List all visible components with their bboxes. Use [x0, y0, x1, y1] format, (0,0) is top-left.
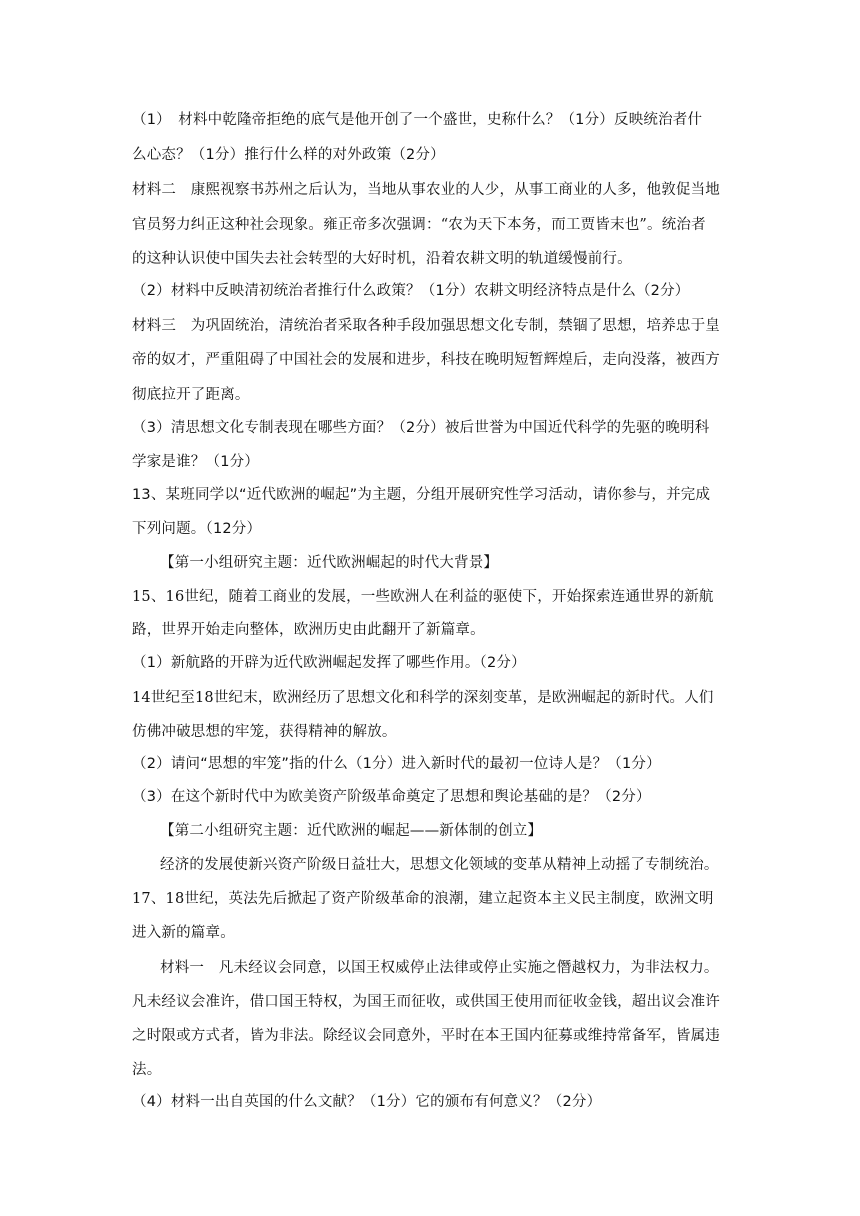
material-2-line-2: 官员努力纠正这种社会现象。雍正帝多次强调：“农为天下本务，而工贾皆末也”。统治者 — [132, 217, 706, 233]
question-13-line-2: 下列问题。（12分） — [132, 521, 262, 537]
question-1-line-2: 么心态？（1分）推行什么样的对外政策（2分） — [132, 147, 445, 163]
group-2-question-4: （4）材料一出自英国的什么文献？（1分）它的颁布有何意义？（2分） — [132, 1094, 602, 1110]
material-3-line-3: 彻底拉开了距离。 — [132, 387, 250, 403]
group-1-question-3: （3）在这个新时代中为欧美资产阶级革命奠定了思想和舆论基础的是？（2分） — [132, 789, 651, 805]
material-3-line-2: 帝的奴才，严重阻碍了中国社会的发展和进步，科技在晚明短暂辉煌后，走向没落，被西方 — [132, 352, 720, 368]
group-2-material-1-line-1: 材料一 凡未经议会同意，以国王权威停止法律或停止实施之僭越权力，为非法权力。 — [160, 960, 719, 976]
group-1-text-line-4: 仿佛冲破思想的牢笼，获得精神的解放。 — [132, 724, 397, 740]
group-1-text-line-1: 15、16世纪，随着工商业的发展，一些欧洲人在利益的驱使下，开始探索连通世界的新航 — [132, 589, 714, 605]
material-2-line-3: 的这种认识使中国失去社会转型的大好时机，沿着农耕文明的轨道缓慢前行。 — [132, 251, 632, 267]
group-1-question-2: （2）请问“思想的牢笼”指的什么（1分）进入新时代的最初一位诗人是？（1分） — [132, 756, 661, 772]
material-3-line-1: 材料三 为巩固统治，清统治者采取各种手段加强思想文化专制，禁锢了思想，培养忠于皇 — [132, 318, 720, 334]
group-2-heading: 【第二小组研究主题：近代欧洲的崛起——新体制的创立】 — [160, 823, 543, 839]
group-1-question-1: （1）新航路的开辟为近代欧洲崛起发挥了哪些作用。（2分） — [132, 655, 526, 671]
question-3-line-1: （3）清思想文化专制表现在哪些方面？（2分）被后世誉为中国近代科学的先驱的晚明科 — [132, 420, 710, 436]
group-2-text-line-1: 经济的发展使新兴资产阶级日益壮大，思想文化领域的变革从精神上动摇了专制统治。 — [160, 857, 719, 873]
group-2-text-line-2: 17、18世纪，英法先后掀起了资产阶级革命的浪潮，建立起资本主义民主制度，欧洲文明 — [132, 891, 714, 907]
group-2-material-1-line-4: 法。 — [132, 1062, 162, 1078]
group-2-text-line-3: 进入新的篇章。 — [132, 925, 235, 941]
group-1-text-line-2: 路，世界开始走向整体，欧洲历史由此翻开了新篇章。 — [132, 622, 485, 638]
group-1-text-line-3: 14世纪至18世纪末，欧洲经历了思想文化和科学的深刻变革，是欧洲崛起的新时代。人们 — [132, 690, 714, 706]
group-2-material-1-line-2: 凡未经议会准许，借口国王特权，为国王而征收，或供国王使用而征收金钱，超出议会准许 — [132, 994, 720, 1010]
question-3-line-2: 学家是谁？（1分） — [132, 454, 260, 470]
material-2-line-1: 材料二 康熙视察书苏州之后认为，当地从事农业的人少，从事工商业的人多，他敦促当地 — [132, 182, 720, 198]
question-2: （2）材料中反映清初统治者推行什么政策？（1分）农耕文明经济特点是什么（2分） — [132, 283, 690, 299]
group-1-heading: 【第一小组研究主题：近代欧洲崛起的时代大背景】 — [160, 555, 499, 571]
question-13-line-1: 13、某班同学以“近代欧洲的崛起”为主题，分组开展研究性学习活动，请你参与，并完成 — [132, 487, 711, 503]
group-2-material-1-line-3: 之时限或方式者，皆为非法。除经议会同意外，平时在本王国内征募或维持常备军，皆属违 — [132, 1028, 720, 1044]
question-1-line-1: （1） 材料中乾隆帝拒绝的底气是他开创了一个盛世，史称什么？（1分）反映统治者什 — [132, 112, 703, 128]
